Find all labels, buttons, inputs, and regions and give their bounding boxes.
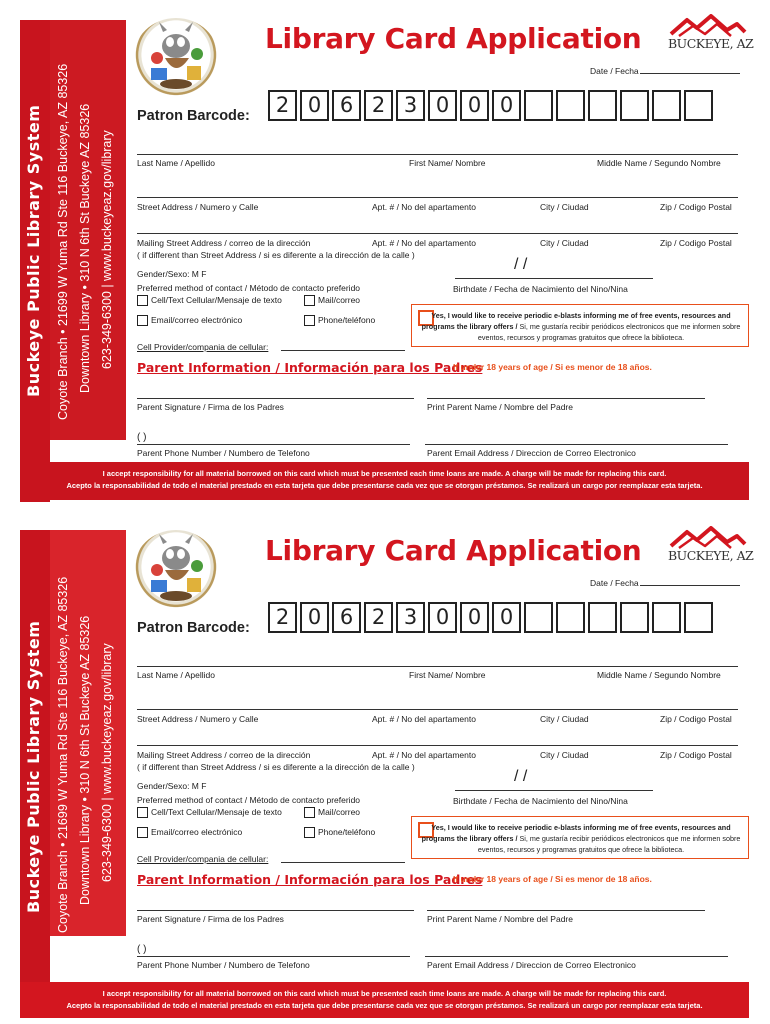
patron-barcode-boxes[interactable] <box>268 90 716 121</box>
parent-signature-label: Parent Signature / Firma de los Padres <box>137 914 284 924</box>
barcode-digit-box[interactable] <box>588 602 617 633</box>
mail-option[interactable] <box>304 295 360 306</box>
phone-label: Phone/teléfono <box>318 827 376 837</box>
mailing-line[interactable] <box>137 745 738 746</box>
barcode-digit-box[interactable]: 2 <box>268 90 297 121</box>
birthdate-line[interactable] <box>455 790 653 791</box>
cell-text-checkbox[interactable] <box>137 807 148 818</box>
parent-phone-label: Parent Phone Number / Numbero de Telefono <box>137 960 310 970</box>
zip-label: Zip / Codigo Postal <box>660 714 732 724</box>
last-name-label: Last Name / Apellido <box>137 670 215 680</box>
downtown-library-address: Downtown Library • 310 N 6th St Buckeye AZ 85326 <box>78 103 92 393</box>
print-parent-line[interactable] <box>427 910 705 911</box>
library-contact: 623-349-6300 | www.buckeyeaz.gov/library <box>100 130 114 369</box>
barcode-digit-box[interactable] <box>556 90 585 121</box>
phone-option[interactable] <box>304 827 375 838</box>
date-label: Date / Fecha <box>590 66 639 76</box>
mailing-line[interactable] <box>137 233 738 234</box>
parent-phone-line[interactable] <box>137 444 410 445</box>
birthdate-separators: / / <box>514 256 528 273</box>
city-name: BUCKEYE, AZ <box>668 36 754 51</box>
email-label: Email/correo electrónico <box>151 827 243 837</box>
mailing-note: ( if different than Street Address / si es diferente a la dirección de la calle ) <box>137 762 415 772</box>
mail-checkbox[interactable] <box>304 807 315 818</box>
street-label: Street Address / Numero y Calle <box>137 202 259 212</box>
street-line[interactable] <box>137 197 738 198</box>
print-parent-label: Print Parent Name / Nombre del Padre <box>427 402 573 412</box>
barcode-digit-box[interactable]: 6 <box>332 602 361 633</box>
phone-area-code[interactable]: ( ) <box>137 944 147 955</box>
mailing-note: ( if different than Street Address / si es diferente a la dirección de la calle ) <box>137 250 415 260</box>
first-name-label: First Name/ Nombre <box>409 158 486 168</box>
parent-signature-line[interactable] <box>137 398 414 399</box>
phone-checkbox[interactable] <box>304 315 315 326</box>
mail-label: Mail/correo <box>318 807 361 817</box>
mailing-apt-label: Apt. # / No del apartamento <box>372 238 476 248</box>
barcode-digit-box[interactable] <box>620 90 649 121</box>
city-label: City / Ciudad <box>540 714 589 724</box>
mailing-label: Mailing Street Address / correo de la dirección <box>137 750 311 760</box>
print-parent-label: Print Parent Name / Nombre del Padre <box>427 914 573 924</box>
mail-option[interactable] <box>304 807 360 818</box>
library-system-name: Buckeye Public Library System <box>24 104 43 397</box>
parent-phone-label: Parent Phone Number / Numbero de Telefono <box>137 448 310 458</box>
mailing-zip-label: Zip / Codigo Postal <box>660 750 732 760</box>
responsibility-footer <box>20 462 749 500</box>
barcode-digit-box[interactable]: 0 <box>300 602 329 633</box>
parent-signature-line[interactable] <box>137 910 414 911</box>
cell-text-option[interactable] <box>137 807 282 818</box>
barcode-digit-box[interactable] <box>556 602 585 633</box>
patron-barcode-label: Patron Barcode: <box>137 108 250 124</box>
library-mascots-logo <box>133 530 219 612</box>
barcode-digit-box[interactable] <box>620 602 649 633</box>
street-label: Street Address / Numero y Calle <box>137 714 259 724</box>
mail-checkbox[interactable] <box>304 295 315 306</box>
barcode-digit-box[interactable]: 3 <box>396 602 425 633</box>
mailing-city-label: City / Ciudad <box>540 750 589 760</box>
mailing-zip-label: Zip / Codigo Postal <box>660 238 732 248</box>
eblast-optin-box[interactable] <box>411 304 749 347</box>
library-system-name: Buckeye Public Library System <box>24 620 43 913</box>
barcode-digit-box[interactable]: 0 <box>460 90 489 121</box>
eblast-optin-text: Yes, I would like to receive periodic e-blasts informing me of free events, resources and programs the library offers / Si, me gustaría recibir periódicos electronicos que me informen sobre eventos, recursos y programas gratuitos que ofrece la biblioteca. <box>421 823 741 854</box>
last-name-label: Last Name / Apellido <box>137 158 215 168</box>
date-field[interactable] <box>590 578 740 588</box>
application-form-bottom <box>0 512 770 1024</box>
parent-email-line[interactable] <box>425 956 728 957</box>
form-title: Library Card Application <box>265 534 642 567</box>
barcode-digit-box[interactable] <box>588 90 617 121</box>
name-line[interactable] <box>137 666 738 667</box>
barcode-digit-box[interactable]: 3 <box>396 90 425 121</box>
date-field[interactable] <box>590 66 740 76</box>
email-label: Email/correo electrónico <box>151 315 243 325</box>
eblast-optin-box[interactable] <box>411 816 749 859</box>
email-checkbox[interactable] <box>137 315 148 326</box>
birthdate-line[interactable] <box>455 278 653 279</box>
birthdate-label: Birthdate / Fecha de Nacimiento del Nino/Nina <box>453 796 628 806</box>
middle-name-label: Middle Name / Segundo Nombre <box>597 158 721 168</box>
barcode-digit-box[interactable]: 6 <box>332 90 361 121</box>
middle-name-label: Middle Name / Segundo Nombre <box>597 670 721 680</box>
barcode-digit-box[interactable] <box>684 602 713 633</box>
cell-provider-line[interactable] <box>281 350 405 351</box>
cell-text-label: Cell/Text Cellular/Mensaje de texto <box>151 807 282 817</box>
barcode-digit-box[interactable]: 0 <box>428 602 457 633</box>
parent-signature-label: Parent Signature / Firma de los Padres <box>137 402 284 412</box>
cell-provider-line[interactable] <box>281 862 405 863</box>
footer-spanish: Acepto la responsabilidad de todo el material prestado en esta tarjeta que debe presentarse cada vez que se otorgan préstamos. Se realizará un cargo por reemplazar esta tarjeta. <box>66 1001 703 1010</box>
barcode-digit-box[interactable]: 0 <box>492 90 521 121</box>
coyote-branch-address: Coyote Branch • 21699 W Yuma Rd Ste 116 Buckeye, AZ 85326 <box>56 576 70 933</box>
apt-label: Apt. # / No del apartamento <box>372 714 476 724</box>
phone-label: Phone/teléfono <box>318 315 376 325</box>
barcode-digit-box[interactable]: 0 <box>492 602 521 633</box>
parent-email-label: Parent Email Address / Direccion de Correo Electronico <box>427 448 636 458</box>
patron-barcode-label: Patron Barcode: <box>137 620 250 636</box>
print-parent-line[interactable] <box>427 398 705 399</box>
phone-option[interactable] <box>304 315 375 326</box>
mailing-apt-label: Apt. # / No del apartamento <box>372 750 476 760</box>
barcode-digit-box[interactable] <box>524 602 553 633</box>
phone-area-code[interactable]: ( ) <box>137 432 147 443</box>
footer-english: I accept responsibility for all material borrowed on this card which must be presented each time loans are made. A charge will be made for replacing this card. <box>102 989 667 998</box>
coyote-branch-address: Coyote Branch • 21699 W Yuma Rd Ste 116 Buckeye, AZ 85326 <box>56 63 70 420</box>
email-option[interactable] <box>137 827 242 838</box>
responsibility-footer <box>20 982 749 1018</box>
gender-label[interactable]: Gender/Sexo: M F <box>137 269 207 279</box>
city-name: BUCKEYE, AZ <box>668 548 754 563</box>
eblast-optin-text: Yes, I would like to receive periodic e-blasts informing me of free events, resources and programs the library offers / Si, me gustaría recibir periódicos electronicos que me informen sobre eventos, recursos y programas gratuitos que ofrece la biblioteca. <box>421 311 741 342</box>
parent-phone-line[interactable] <box>137 956 410 957</box>
mailing-city-label: City / Ciudad <box>540 238 589 248</box>
mailing-label: Mailing Street Address / correo de la dirección <box>137 238 311 248</box>
first-name-label: First Name/ Nombre <box>409 670 486 680</box>
gender-label[interactable]: Gender/Sexo: M F <box>137 781 207 791</box>
street-line[interactable] <box>137 709 738 710</box>
contact-pref-label: Preferred method of contact / Método de contacto preferido <box>137 795 361 805</box>
footer-english: I accept responsibility for all material borrowed on this card which must be presented each time loans are made. A charge will be made for replacing this card. <box>102 469 667 478</box>
contact-pref-label: Preferred method of contact / Método de contacto preferido <box>137 283 361 293</box>
parent-email-label: Parent Email Address / Direccion de Correo Electronico <box>427 960 636 970</box>
barcode-digit-box[interactable] <box>652 602 681 633</box>
barcode-digit-box[interactable]: 0 <box>460 602 489 633</box>
date-label: Date / Fecha <box>590 578 639 588</box>
cell-provider-label: Cell Provider/compania de cellular: <box>137 854 269 864</box>
barcode-digit-box[interactable]: 2 <box>268 602 297 633</box>
footer-spanish: Acepto la responsabilidad de todo el material prestado en esta tarjeta que debe presentarse cada vez que se otorgan préstamos. Se realizará un cargo por reemplazar esta tarjeta. <box>66 481 703 490</box>
apt-label: Apt. # / No del apartamento <box>372 202 476 212</box>
parent-info-heading: Parent Information / Información para los Padres <box>137 360 483 375</box>
form-title: Library Card Application <box>265 22 642 55</box>
city-label: City / Ciudad <box>540 202 589 212</box>
barcode-digit-box[interactable]: 2 <box>364 90 393 121</box>
cell-provider-label: Cell Provider/compania de cellular: <box>137 342 269 352</box>
library-mascots-logo <box>133 18 219 100</box>
barcode-digit-box[interactable] <box>524 90 553 121</box>
patron-barcode-boxes[interactable] <box>268 602 716 633</box>
parent-info-heading: Parent Information / Información para los Padres <box>137 872 483 887</box>
phone-checkbox[interactable] <box>304 827 315 838</box>
downtown-library-address: Downtown Library • 310 N 6th St Buckeye AZ 85326 <box>78 615 92 905</box>
birthdate-label: Birthdate / Fecha de Nacimiento del Nino/Nina <box>453 284 628 294</box>
mail-label: Mail/correo <box>318 295 361 305</box>
name-line[interactable] <box>137 154 738 155</box>
barcode-digit-box[interactable]: 0 <box>300 90 329 121</box>
parent-email-line[interactable] <box>425 444 728 445</box>
library-contact: 623-349-6300 | www.buckeyeaz.gov/library <box>100 643 114 882</box>
barcode-digit-box[interactable]: 2 <box>364 602 393 633</box>
email-option[interactable] <box>137 315 242 326</box>
parent-age-note: If under 18 years of age / Si es menor de 18 años. <box>453 874 652 884</box>
email-checkbox[interactable] <box>137 827 148 838</box>
barcode-digit-box[interactable] <box>652 90 681 121</box>
zip-label: Zip / Codigo Postal <box>660 202 732 212</box>
birthdate-separators: / / <box>514 768 528 785</box>
cell-text-label: Cell/Text Cellular/Mensaje de texto <box>151 295 282 305</box>
barcode-digit-box[interactable] <box>684 90 713 121</box>
cell-text-checkbox[interactable] <box>137 295 148 306</box>
barcode-digit-box[interactable]: 0 <box>428 90 457 121</box>
parent-age-note: If under 18 years of age / Si es menor de 18 años. <box>453 362 652 372</box>
cell-text-option[interactable] <box>137 295 282 306</box>
